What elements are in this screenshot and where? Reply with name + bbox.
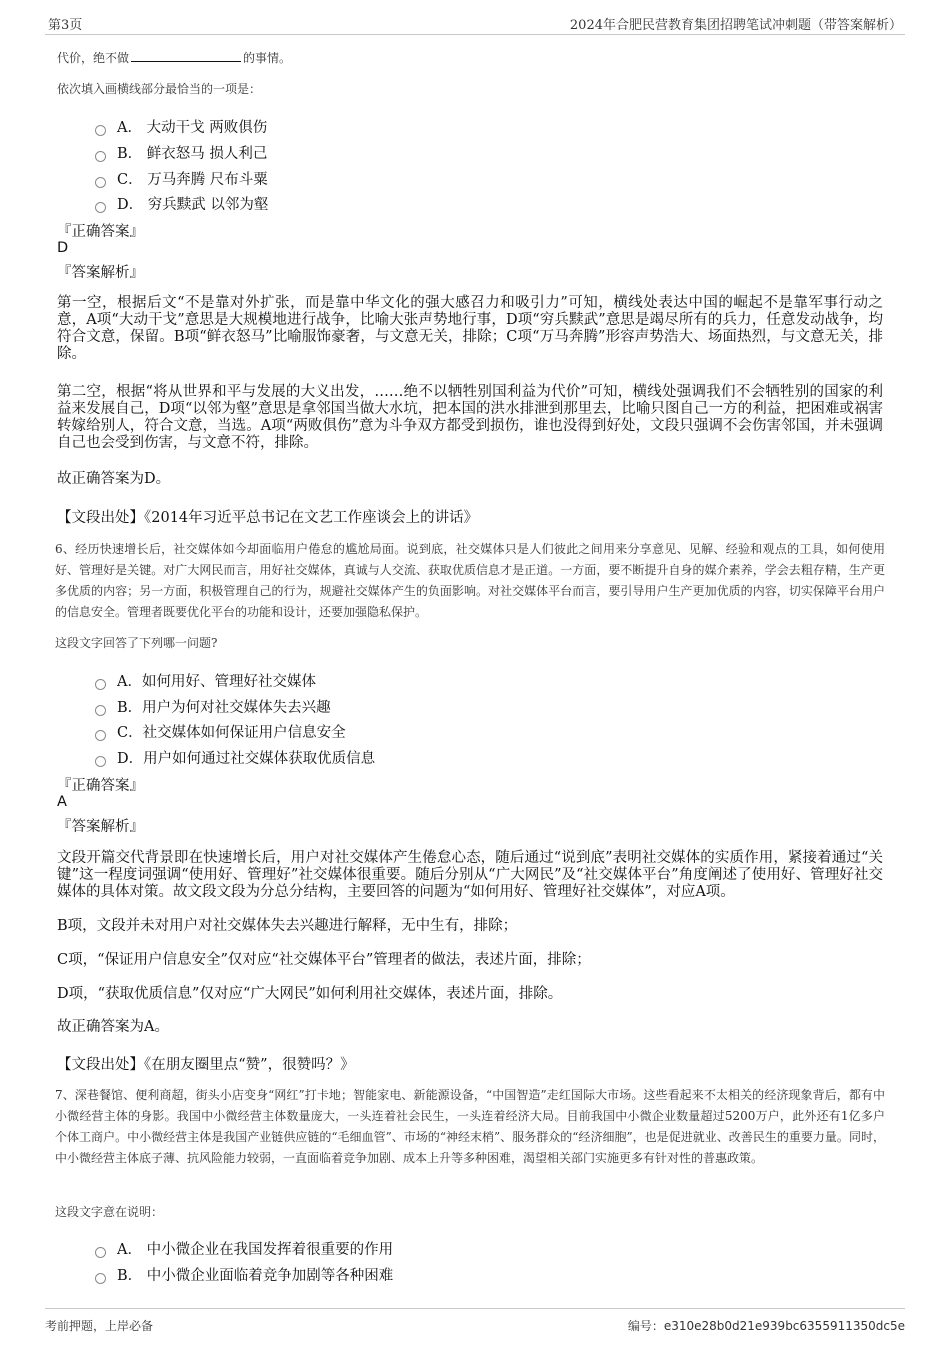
q5-analysis-p1: 第一空，根据后文“不是靠对外扩张，而是靠中华文化的强大感召力和吸引力”可知，横线处表达中国的崛起不是靠军事行动之意，A项“大动干戈”意思是大规模地进行战争，比喻大张声势地行事，D项“穷兵黩武”意思是竭尽所有的兵力，任意发动战争，均符合文意，保留。B项“鲜衣怒马”比喻服饰豪奢，与文意无关，排除；C项“万马奔腾”形容声势浩大、场面热烈，与文意无关，排除。 [57,295,883,362]
radio-icon[interactable] [95,756,106,767]
q5-analysis-p2: 第二空，根据“将从世界和平与发展的大义出发，……绝不以牺牲别国利益为代价”可知，横线处强调我们不会牺牲别的国家的利益来发展自己，D项“以邻为壑”意思是拿邻国当做大水坑，把本国的洪水排泄到那里去，比喻只图自己一方的利益，把困难或祸害转嫁给别人，符合文意，当选。A项“两败俱伤”意为斗争双方都受到损伤，谁也没得到好处，文段只强调不会伤害邻国，并未强调自己也会受到伤害，与文意不符，排除。 [57,384,883,451]
q7-prompt: 这段文字意在说明： [55,1205,164,1219]
q5-prompt: 依次填入画横线部分最恰当的一项是： [57,82,262,96]
footer-slogan: 考前押题，上岸必备 [45,1319,154,1333]
q6-stem: 6、经历快速增长后，社交媒体如今却面临用户倦怠的尴尬局面。说到底，社交媒体只是人们彼此之间用来分享意见、见解、经验和观点的工具，如何使用好、管理好是关键。对广大网民而言，用好社交媒体，真诚与人交流、获取优质信息才是正道。一方面，要不断提升自身的媒介素养，学会去粗存精，生产更多优质的内容；另一方面，积极管理自己的行为，规避社交媒体产生的负面影响。对社交媒体平台而言，要引导用户生产更加优质的内容，切实保障平台用户的信息安全。管理者既要优化平台的功能和设计，还要加强隐私保护。 [55,542,885,619]
q6-option-c[interactable] [95,721,346,742]
q5-stem-pre: 代价，绝不做 [57,51,130,65]
q5-source: 【文段出处】《2014年习近平总书记在文艺工作座谈会上的讲话》 [57,510,479,526]
radio-icon[interactable] [95,679,106,690]
q6-answer: A [57,794,67,810]
q6-analysis-p3: C项，“保证用户信息安全”仅对应“社交媒体平台”管理者的做法，表述片面，排除； [57,952,591,968]
q7-option-a-label: A． 中小微企业在我国发挥着很重要的作用 [117,1242,394,1258]
radio-icon[interactable] [95,202,106,213]
q6-analysis-p2: B项，文段并未对用户对社交媒体失去兴趣进行解释，无中生有，排除； [57,918,518,934]
q5-stem-end [57,49,291,66]
page-footer [45,1308,905,1337]
q5-analysis-label: 『答案解析』 [57,265,144,281]
radio-icon[interactable] [95,125,106,136]
q6-analysis-p1: 文段开篇交代背景即在快速增长后，用户对社交媒体产生倦怠心态，随后通过“说到底”表明社交媒体的实质作用，紧接着通过“关键”这一程度词强调“使用好、管理好”社交媒体很重要。随后分别从“广大网民”及“社交媒体平台”角度阐述了使用好、管理好社交媒体的具体对策。故文段文段为分总分结构，主要回答的问题为“如何用好、管理好社交媒体”，对应A项。 [57,850,883,900]
radio-icon[interactable] [95,1273,106,1284]
document-title: 2024年合肥民营教育集团招聘笔试冲刺题（带答案解析） [569,18,902,33]
radio-icon[interactable] [95,1247,106,1258]
q6-source: 【文段出处】《在朋友圈里点“赞”，很赞吗？》 [57,1057,355,1073]
page-number: 第3页 [48,18,83,33]
q5-stem-post: 的事情。 [243,51,292,65]
q6-analysis-p5: 故正确答案为A。 [57,1019,169,1035]
q7-option-b-label: B． 中小微企业面临着竞争加剧等各种困难 [117,1268,394,1284]
radio-icon[interactable] [95,705,106,716]
radio-icon[interactable] [95,151,106,162]
q6-option-a[interactable] [95,670,316,691]
fill-blank [131,51,241,62]
page-header [45,10,905,35]
q5-option-d-label: D． 穷兵黩武 以邻为壑 [117,197,269,213]
q5-analysis-p3: 故正确答案为D。 [57,471,171,487]
q6-option-d-label: D．用户如何通过社交媒体获取优质信息 [117,751,376,767]
q6-option-b-label: B．用户为何对社交媒体失去兴趣 [117,700,331,716]
q6-prompt: 这段文字回答了下列哪一问题? [55,636,218,650]
q5-option-d[interactable] [95,193,268,214]
q7-stem: 7、深巷餐馆、便利商超，街头小店变身“网红”打卡地；智能家电、新能源设备，“中国智造”走红国际大市场。这些看起来不太相关的经济现象背后，都有中小微经营主体的身影。我国中小微经营主体数量庞大，一头连着社会民生，一头连着经济大局。目前我国中小微企业数量超过5200万户，此外还有1亿多户个体工商户。中小微经营主体是我国产业链供应链的“毛细血管”、市场的“神经末梢”、服务群众的“经济细胞”，也是促进就业、改善民生的重要力量。同时，中小微经营主体底子薄、抗风险能力较弱，一直面临着竞争加剧、成本上升等多种困难，渴望相关部门实施更多有针对性的普惠政策。 [55,1088,885,1165]
q6-analysis-p4: D项，“获取优质信息”仅对应“广大网民”如何利用社交媒体，表述片面，排除。 [57,986,563,1002]
q5-option-a[interactable] [95,116,267,137]
q6-option-a-label: A．如何用好、管理好社交媒体 [117,674,316,690]
q6-analysis-label: 『答案解析』 [57,819,144,835]
document-code: 编号：e310e28b0d21e939bc6355911350dc5e [627,1319,905,1333]
q6-option-b[interactable] [95,696,331,717]
q5-option-c-label: C． 万马奔腾 尺布斗粟 [117,172,268,188]
q6-option-d[interactable] [95,747,375,768]
q5-answer: D [57,240,69,256]
q6-option-c-label: C．社交媒体如何保证用户信息安全 [117,725,346,741]
q5-option-b-label: B． 鲜衣怒马 损人利己 [117,146,268,162]
q6-answer-label: 『正确答案』 [57,778,144,794]
radio-icon[interactable] [95,177,106,188]
q5-option-c[interactable] [95,168,268,189]
q5-answer-label: 『正确答案』 [57,224,144,240]
q7-option-a[interactable] [95,1238,393,1259]
q7-option-b[interactable] [95,1264,393,1285]
q5-option-a-label: A． 大动干戈 两败俱伤 [117,120,268,136]
q5-option-b[interactable] [95,142,267,163]
radio-icon[interactable] [95,730,106,741]
